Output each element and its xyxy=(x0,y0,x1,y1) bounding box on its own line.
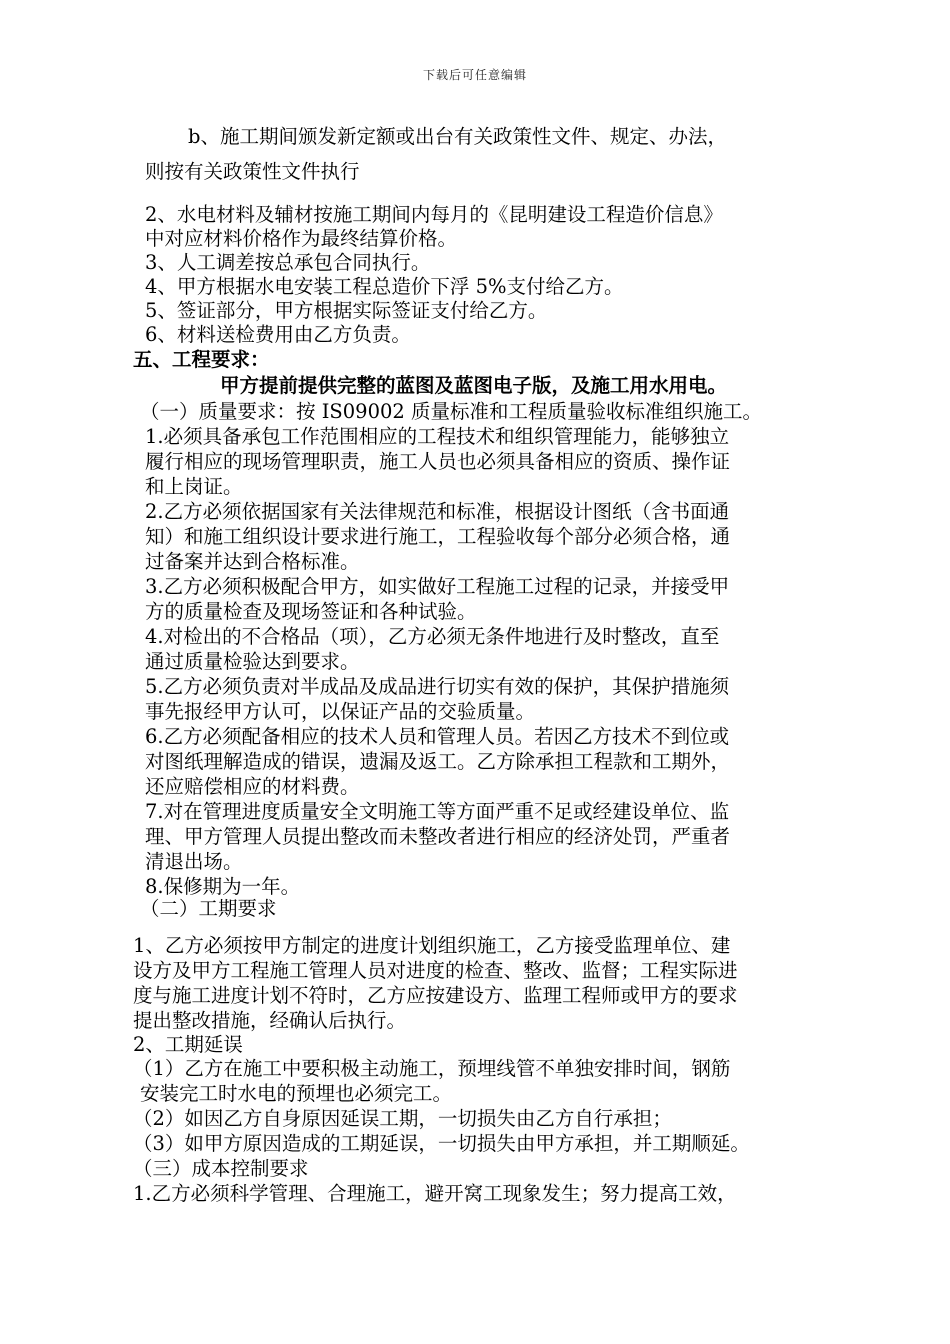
text-line: 过备案并达到合格标准。 xyxy=(145,550,360,573)
text-line: 6、材料送检费用由乙方负责。 xyxy=(145,323,411,346)
text-line: （3）如甲方原因造成的工期延误，一切损失由甲方承担，并工期顺延。 xyxy=(133,1132,750,1155)
text-line: 1.乙方必须科学管理、合理施工，避开窝工现象发生；努力提高工效， xyxy=(133,1182,737,1205)
text-line: b、施工期间颁发新定额或出台有关政策性文件、规定、办法， xyxy=(188,125,727,148)
subsection-heading: （三）成本控制要求 xyxy=(133,1157,309,1180)
subsection-heading: （二）工期要求 xyxy=(140,897,277,920)
text-line: 则按有关政策性文件执行 xyxy=(145,160,360,183)
bold-notice: 甲方提前提供完整的蓝图及蓝图电子版，及施工用水用电。 xyxy=(220,374,728,397)
text-line: 度与施工进度计划不符时，乙方应按建设方、监理工程师或甲方的要求 xyxy=(133,984,738,1007)
text-line: 2、工期延误 xyxy=(133,1033,243,1056)
text-line: 知）和施工组织设计要求进行施工，工程验收每个部分必须合格，通 xyxy=(145,525,731,548)
page-header-note: 下载后可任意编辑 xyxy=(422,68,527,82)
text-line: 7.对在管理进度质量安全文明施工等方面严重不足或经建设单位、监 xyxy=(145,800,730,823)
section-heading: 五、工程要求： xyxy=(133,348,270,371)
text-line: 1.必须具备承包工作范围相应的工程技术和组织管理能力，能够独立 xyxy=(145,425,730,448)
text-line: 5.乙方必须负责对半成品及成品进行切实有效的保护，其保护措施须 xyxy=(145,675,730,698)
text-line: 2、水电材料及辅材按施工期间内每月的《昆明建设工程造价信息》 xyxy=(145,203,723,226)
text-line: 2.乙方必须依据国家有关法律规范和标准，根据设计图纸（含书面通 xyxy=(145,500,730,523)
text-line: 通过质量检验达到要求。 xyxy=(145,650,360,673)
subsection-heading: （一）质量要求：按 IS09002 质量标准和工程质量验收标准组织施工。 xyxy=(140,400,762,423)
text-line: 5、签证部分，甲方根据实际签证支付给乙方。 xyxy=(145,299,548,322)
text-line: 安装完工时水电的预埋也必须完工。 xyxy=(140,1082,453,1105)
text-line: 4、甲方根据水电安装工程总造价下浮 5%支付给乙方。 xyxy=(145,275,624,298)
text-line: 履行相应的现场管理职责，施工人员也必须具备相应的资质、操作证 xyxy=(145,450,731,473)
text-line: 理、甲方管理人员提出整改而未整改者进行相应的经济处罚，严重者 xyxy=(145,825,731,848)
text-line: 还应赔偿相应的材料费。 xyxy=(145,775,360,798)
text-line: 清退出场。 xyxy=(145,850,243,873)
text-line: （2）如因乙方自身原因延误工期，一切损失由乙方自行承担； xyxy=(133,1107,672,1130)
text-line: 8.保修期为一年。 xyxy=(145,875,301,898)
text-line: 事先报经甲方认可，以保证产品的交验质量。 xyxy=(145,700,536,723)
text-line: （1）乙方在施工中要积极主动施工，预埋线管不单独安排时间，钢筋 xyxy=(133,1057,731,1080)
text-line: 提出整改措施，经确认后执行。 xyxy=(133,1009,407,1032)
text-line: 1、乙方必须按甲方制定的进度计划组织施工，乙方接受监理单位、建 xyxy=(133,934,731,957)
text-line: 4.对检出的不合格品（项），乙方必须无条件地进行及时整改，直至 xyxy=(145,625,720,648)
text-line: 和上岗证。 xyxy=(145,475,243,498)
text-line: 对图纸理解造成的错误，遗漏及返工。乙方除承担工程款和工期外， xyxy=(145,750,731,773)
text-line: 6.乙方必须配备相应的技术人员和管理人员。若因乙方技术不到位或 xyxy=(145,725,730,748)
text-line: 3.乙方必须积极配合甲方，如实做好工程施工过程的记录，并接受甲 xyxy=(145,575,730,598)
text-line: 3、人工调差按总承包合同执行。 xyxy=(145,251,431,274)
text-line: 方的质量检查及现场签证和各种试验。 xyxy=(145,600,477,623)
text-line: 设方及甲方工程施工管理人员对进度的检查、整改、监督；工程实际进 xyxy=(133,959,738,982)
text-line: 中对应材料价格作为最终结算价格。 xyxy=(145,227,458,250)
